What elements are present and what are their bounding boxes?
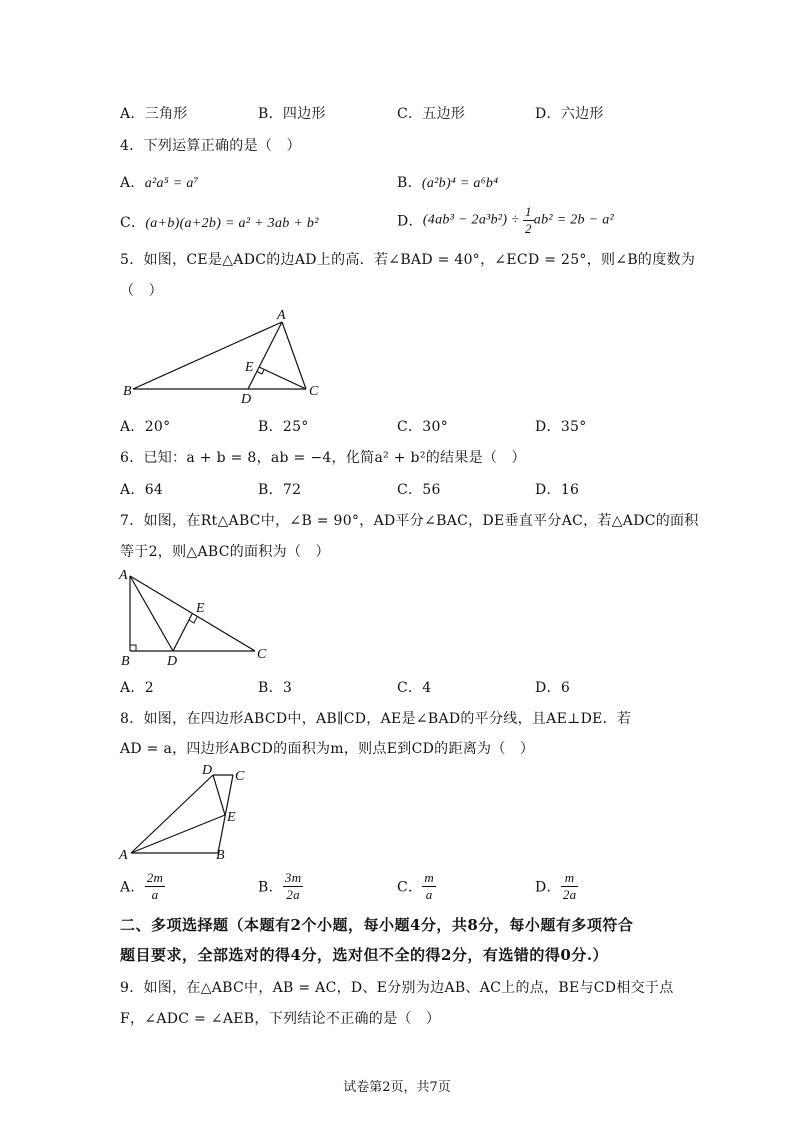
- q7-label-a: A: [119, 568, 128, 583]
- q4-option-c: C．(a+b)(a+2b) = a² + 3ab + b²: [120, 215, 319, 231]
- q4-option-b-expr: (a²b)⁴ = a⁶b⁴: [421, 176, 499, 191]
- q7-label-c: C: [257, 647, 267, 662]
- q8-label-e: E: [227, 810, 236, 825]
- q7-option-c: C．4: [397, 680, 432, 696]
- q4-option-a: A．a²a⁵ = a⁷: [120, 175, 199, 191]
- q7-label-b: B: [121, 654, 130, 669]
- q7-stem: 7．如图，在Rt△ABC中，∠B = 90°，AD平分∠BAC，DE垂直平分AC，若△ADC的面积: [120, 513, 699, 529]
- q8-stem: 8．如图，在四边形ABCD中，AB∥CD，AE是∠BAD的平分线，且AE⊥DE．若: [120, 711, 632, 727]
- q3-option-d: D．六边形: [535, 106, 604, 122]
- page-footer: 试卷第2页，共7页: [343, 1080, 451, 1095]
- q6-option-d: D．16: [535, 482, 580, 498]
- q4-option-d: D．(4ab³ − 2a³b²) ÷ $\frac{1}{2}$ ab² = 2b − a²: [397, 204, 614, 236]
- q7-label-d: D: [167, 654, 178, 669]
- q5-option-d: D．35°: [535, 419, 587, 435]
- q5-label-e: E: [245, 360, 254, 375]
- q4-option-c-expr: (a+b)(a+2b) = a² + 3ab + b²: [145, 216, 319, 231]
- q8-stem-cont: AD = a，四边形ABCD的面积为m，则点E到CD的距离为（ ）: [120, 741, 535, 757]
- q9-stem: 9．如图，在△ABC中，AB = AC，D、E分别为边AB、AC上的点，BE与CD相交于点: [120, 980, 674, 996]
- q5-option-c: C．30°: [397, 419, 449, 435]
- q7-option-d: D．6: [535, 680, 571, 696]
- q3-option-b: B．四边形: [258, 106, 326, 122]
- q3-option-c: C．五边形: [397, 106, 466, 122]
- q7-option-a: A．2: [120, 680, 154, 696]
- q3-option-a: A．三角形: [120, 106, 188, 122]
- q5-stem: 5．如图，CE是△ADC的边AD上的高．若∠BAD = 40°，∠ECD = 25°，则∠B的度数为: [120, 252, 696, 268]
- q7-label-e: E: [196, 601, 205, 616]
- q7-option-b: B．3: [258, 680, 293, 696]
- q8-label-d: D: [202, 763, 213, 778]
- q5-label-b: B: [123, 384, 132, 399]
- q4-option-b: B．(a²b)⁴ = a⁶b⁴: [397, 175, 499, 191]
- q8-option-a: A． $\frac{2m}{a}$: [120, 870, 164, 902]
- q7-triangle-figure: [115, 562, 275, 672]
- q8-label-a: A: [119, 848, 128, 863]
- section2-heading-line2: 题目要求，全部选对的得4分，选对但不全的得2分，有选错的得0分.）: [120, 946, 609, 964]
- q5-triangle-figure: [115, 300, 355, 410]
- q8-option-c: C． $\frac{m}{a}$: [397, 870, 435, 902]
- q5-label-a: A: [277, 308, 286, 323]
- q5-option-a: A．20°: [120, 419, 171, 435]
- q6-option-a: A．64: [120, 482, 164, 498]
- q5-stem-cont: （ ）: [120, 283, 163, 299]
- q7-stem-cont: 等于2，则△ABC的面积为（ ）: [120, 544, 330, 560]
- q8-option-d: D． $\frac{m}{2a}$: [535, 870, 577, 902]
- q6-stem: 6．已知：a + b = 8，ab = −4，化简a² + b²的结果是（ ）: [120, 450, 526, 466]
- q8-label-b: B: [216, 848, 225, 863]
- q5-label-c: C: [309, 384, 319, 399]
- q8-quadrilateral-figure: [115, 760, 265, 865]
- q6-option-b: B．72: [258, 482, 302, 498]
- q8-label-c: C: [235, 769, 245, 784]
- section2-heading-line1: 二、多项选择题（本题有2个小题，每小题4分，共8分，每小题有多项符合: [120, 916, 634, 934]
- q6-option-c: C．56: [397, 482, 441, 498]
- q4-option-d-fraction: $\frac{1}{2}$: [524, 204, 532, 236]
- q8-option-b: B． $\frac{3m}{2a}$: [258, 870, 302, 902]
- q5-label-d: D: [241, 392, 252, 407]
- q9-stem-cont: F，∠ADC = ∠AEB，下列结论不正确的是（ ）: [120, 1011, 441, 1027]
- q4-stem: 4．下列运算正确的是（ ）: [120, 138, 301, 154]
- q5-option-b: B．25°: [258, 419, 309, 435]
- q4-option-a-expr: a²a⁵ = a⁷: [144, 176, 199, 191]
